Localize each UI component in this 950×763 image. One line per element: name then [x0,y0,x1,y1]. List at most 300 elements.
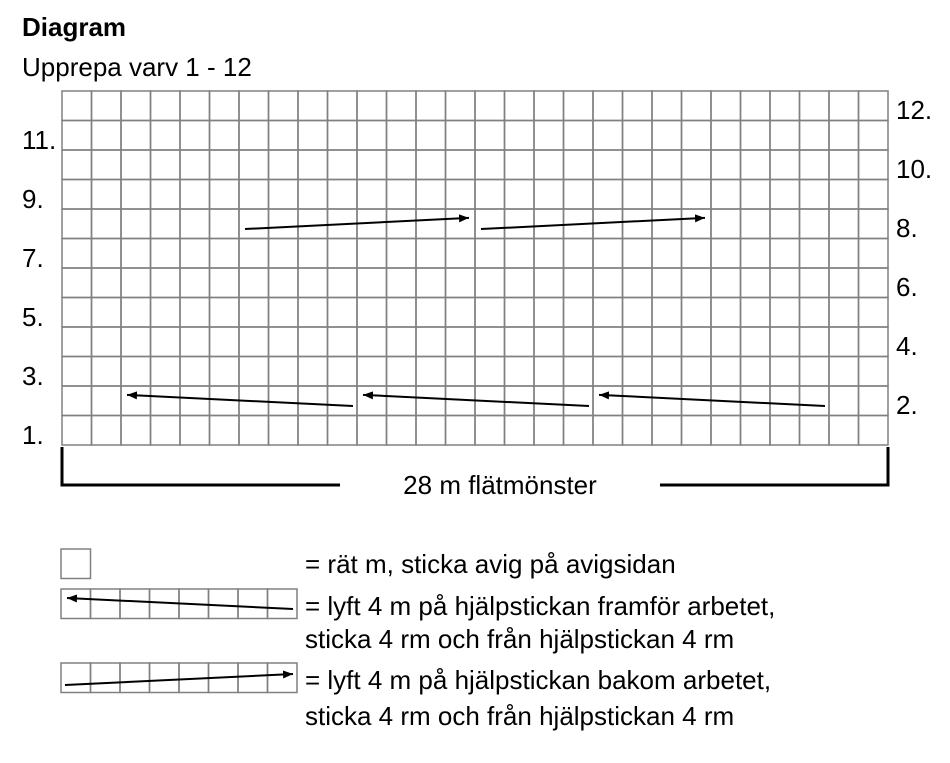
chart-cell [623,268,653,298]
chart-cell [62,268,92,298]
chart-cell [741,150,771,180]
chart-cell [829,357,859,387]
chart-cell [741,239,771,269]
chart-cell [416,91,446,121]
chart-cell [534,91,564,121]
chart-cell [711,357,741,387]
chart-cell [829,121,859,151]
chart-cell [652,91,682,121]
chart-cell [682,327,712,357]
chart-cell [387,416,417,446]
chart-cell [298,91,328,121]
chart-cell [446,150,476,180]
chart-cell [711,180,741,210]
chart-cell [151,121,181,151]
chart-cell [328,386,358,416]
chart-cell [269,180,299,210]
chart-cell [859,327,889,357]
legend-cable-back-cell [91,663,121,693]
chart-cell [151,209,181,239]
chart-cell [239,180,269,210]
chart-cell [416,327,446,357]
chart-cell [210,298,240,328]
chart-cell [652,150,682,180]
chart-cell [859,150,889,180]
chart-cell [770,416,800,446]
chart-cell [593,91,623,121]
row-label-8: 8. [896,213,918,243]
chart-cell [770,150,800,180]
chart-cell [328,268,358,298]
chart-cell [475,180,505,210]
chart-cell [210,91,240,121]
chart-cell [505,91,535,121]
chart-cell [357,180,387,210]
legend-knit-text: = rät m, sticka avig på avigsidan [305,549,676,579]
chart-cell [62,91,92,121]
chart-cell [829,298,859,328]
chart-cell [534,239,564,269]
chart-cell [770,180,800,210]
chart-cell [121,180,151,210]
chart-cell [800,239,830,269]
chart-cell [357,327,387,357]
chart-cell [62,298,92,328]
bracket-label: 28 m flätmönster [403,470,597,500]
chart-cell [328,91,358,121]
chart-cell [387,386,417,416]
legend-cable-back-cell [120,663,150,693]
chart-cell [92,357,122,387]
chart-cell [534,357,564,387]
chart-cell [357,298,387,328]
chart-cell [475,150,505,180]
chart-cell [682,121,712,151]
chart-cell [505,268,535,298]
chart-cell [859,239,889,269]
chart-cell [741,268,771,298]
chart-cell [859,386,889,416]
chart-cell [829,416,859,446]
chart-cell [682,268,712,298]
chart-cell [121,268,151,298]
chart-cell [859,91,889,121]
chart-cell [357,268,387,298]
chart-cell [505,327,535,357]
chart-cell [652,239,682,269]
chart-cell [269,121,299,151]
chart-cell [475,239,505,269]
chart-cell [180,91,210,121]
row-label-11: 11. [22,125,57,155]
chart-cell [180,268,210,298]
chart-cell [239,298,269,328]
chart-cell [180,150,210,180]
chart-cell [829,209,859,239]
chart-cell [564,357,594,387]
chart-cell [121,91,151,121]
chart-cell [239,91,269,121]
chart-cell [682,91,712,121]
chart-cell [475,298,505,328]
chart-cell [92,239,122,269]
chart-cell [711,150,741,180]
chart-cell [593,327,623,357]
legend-cable-back-text-1: = lyft 4 m på hjälpstickan bakom arbetet, [305,665,772,695]
chart-cell [564,298,594,328]
chart-cell [180,357,210,387]
chart-cell [121,416,151,446]
chart-cell [180,298,210,328]
chart-cell [741,386,771,416]
chart-cell [475,357,505,387]
chart-cell [682,357,712,387]
chart-cell [62,386,92,416]
chart-cell [741,327,771,357]
chart-cell [770,209,800,239]
chart-cell [564,91,594,121]
chart-cell [151,327,181,357]
chart-cell [711,209,741,239]
legend-cable-front-cell [91,589,121,619]
chart-cell [829,327,859,357]
chart-cell [505,209,535,239]
chart-cell [446,121,476,151]
legend-cable-back-text-2: sticka 4 rm och från hjälpstickan 4 rm [305,701,735,731]
chart-cell [328,327,358,357]
chart-cell [151,357,181,387]
legend-cable-back-cell [268,663,298,693]
chart-cell [475,121,505,151]
chart-cell [210,416,240,446]
chart-cell [416,298,446,328]
legend-cable-front-cell [238,589,268,619]
chart-cell [800,416,830,446]
bracket-right [660,447,888,485]
chart-cell [298,121,328,151]
chart-cell [800,357,830,387]
chart-cell [800,91,830,121]
legend-cable-back-cell [238,663,268,693]
cable-front-arrow [363,395,589,406]
chart-cell [564,386,594,416]
chart-cell [357,386,387,416]
chart-cell [475,416,505,446]
chart-cell [92,416,122,446]
chart-cell [475,268,505,298]
chart-cell [711,268,741,298]
chart-cell [387,209,417,239]
row-label-2: 2. [896,390,918,420]
chart-cell [593,357,623,387]
chart-cell [121,239,151,269]
chart-cell [298,298,328,328]
chart-cell [593,150,623,180]
chart-cell [741,180,771,210]
chart-cell [328,239,358,269]
row-label-10: 10. [896,154,933,184]
chart-cell [859,121,889,151]
chart-cell [151,150,181,180]
chart-cell [357,239,387,269]
chart-cell [770,386,800,416]
chart-cell [623,327,653,357]
chart-cell [180,180,210,210]
chart-cell [652,357,682,387]
chart-cell [298,209,328,239]
chart-cell [475,209,505,239]
chart-cell [652,386,682,416]
legend-cable-front-cell [120,589,150,619]
chart-cell [505,416,535,446]
chart-cell [446,239,476,269]
chart-cell [92,180,122,210]
chart-cell [741,357,771,387]
chart-cell [800,150,830,180]
chart-cell [92,209,122,239]
chart-cell [121,209,151,239]
chart-cell [269,91,299,121]
chart-cell [829,150,859,180]
chart-cell [239,327,269,357]
chart-cell [121,327,151,357]
chart-cell [741,209,771,239]
chart-cell [800,209,830,239]
chart-cell [446,209,476,239]
chart-cell [446,268,476,298]
chart-cell [121,357,151,387]
chart-cell [269,357,299,387]
chart-cell [121,150,151,180]
chart-cell [62,357,92,387]
chart-cell [269,298,299,328]
chart-cell [62,416,92,446]
chart-cell [534,209,564,239]
chart-cell [475,327,505,357]
chart-cell [711,416,741,446]
chart-cell [475,91,505,121]
chart-cell [416,121,446,151]
chart-cell [416,180,446,210]
chart-cell [269,209,299,239]
chart-cell [711,327,741,357]
diagram-title: Diagram [22,12,127,42]
chart-cell [593,386,623,416]
chart-cell [387,91,417,121]
chart-cell [564,416,594,446]
chart-cell [623,150,653,180]
row-label-3: 3. [22,361,44,391]
chart-cell [741,121,771,151]
chart-cell [770,268,800,298]
chart-cell [416,268,446,298]
legend-cable-back-cell [150,663,180,693]
chart-cell [62,150,92,180]
chart-cell [770,121,800,151]
chart-cell [770,91,800,121]
legend-cable-back-cell [61,663,91,693]
chart-cell [151,386,181,416]
chart-cell [652,209,682,239]
chart-cell [682,180,712,210]
chart-cell [534,386,564,416]
chart-cell [534,298,564,328]
chart-cell [593,268,623,298]
chart-cell [534,180,564,210]
chart-cell [357,150,387,180]
chart-cell [711,239,741,269]
chart-cell [92,268,122,298]
chart-cell [328,298,358,328]
chart-cell [652,180,682,210]
chart-cell [298,327,328,357]
chart-cell [92,386,122,416]
chart-cell [328,180,358,210]
chart-cell [210,150,240,180]
chart-cell [357,416,387,446]
chart-cell [121,386,151,416]
chart-cell [92,298,122,328]
chart-cell [210,209,240,239]
chart-cell [239,357,269,387]
chart-cell [623,209,653,239]
chart-cell [859,268,889,298]
chart-cell [357,121,387,151]
chart-cell [269,268,299,298]
chart-cell [239,121,269,151]
chart-cell [151,416,181,446]
bracket-left [62,447,340,485]
chart-cell [623,239,653,269]
chart-cell [121,121,151,151]
chart-cell [298,416,328,446]
chart-cell [800,386,830,416]
chart-cell [593,298,623,328]
chart-cell [623,416,653,446]
chart-cell [623,91,653,121]
chart-cell [682,239,712,269]
chart-cell [800,298,830,328]
chart-cell [741,298,771,328]
chart-cell [534,416,564,446]
chart-cell [682,416,712,446]
chart-cell [121,298,151,328]
chart-cell [416,357,446,387]
chart-cell [446,357,476,387]
chart-cell [416,386,446,416]
chart-cell [652,327,682,357]
chart-cell [180,386,210,416]
chart-cell [623,386,653,416]
chart-cell [741,91,771,121]
chart-cell [505,180,535,210]
chart-cell [387,150,417,180]
chart-cell [387,298,417,328]
chart-cell [770,298,800,328]
chart-cell [741,416,771,446]
chart-cell [180,416,210,446]
chart-cell [682,209,712,239]
chart-cell [593,121,623,151]
chart-cell [446,298,476,328]
chart-cell [387,268,417,298]
legend-cable-front-arrow [67,598,293,609]
chart-cell [711,121,741,151]
chart-cell [652,268,682,298]
chart-cell [387,121,417,151]
cable-front-arrow [599,395,825,406]
chart-cell [298,180,328,210]
chart-cell [180,327,210,357]
chart-cell [505,298,535,328]
chart-cell [800,327,830,357]
chart-cell [92,150,122,180]
chart-cell [446,416,476,446]
chart-cell [652,121,682,151]
chart-cell [800,180,830,210]
chart-cell [505,121,535,151]
chart-cell [711,91,741,121]
chart-cell [92,91,122,121]
chart-cell [298,357,328,387]
legend-cable-front-cell [61,589,91,619]
chart-cell [269,150,299,180]
chart-cell [239,416,269,446]
chart-cell [151,268,181,298]
chart-cell [416,150,446,180]
chart-cell [269,327,299,357]
chart-cell [416,239,446,269]
chart-cell [239,209,269,239]
legend-cable-front-cell [268,589,298,619]
chart-cell [239,239,269,269]
chart-cell [298,239,328,269]
row-label-4: 4. [896,331,918,361]
chart-cell [505,357,535,387]
chart-cell [623,180,653,210]
row-label-12: 12. [896,95,933,125]
chart-cell [180,239,210,269]
chart-cell [446,180,476,210]
cable-front-arrow [127,395,353,406]
chart-cell [357,91,387,121]
row-label-1: 1. [22,420,44,450]
chart-cell [62,239,92,269]
chart-cell [298,268,328,298]
chart-cell [652,416,682,446]
chart-cell [505,386,535,416]
chart-cell [623,121,653,151]
row-label-7: 7. [22,243,44,273]
chart-cell [387,239,417,269]
chart-cell [62,180,92,210]
chart-cell [92,327,122,357]
chart-cell [593,416,623,446]
chart-cell [770,357,800,387]
chart-cell [387,357,417,387]
chart-cell [564,121,594,151]
chart-cell [151,239,181,269]
chart-cell [800,121,830,151]
chart-cell [564,268,594,298]
chart-cell [564,327,594,357]
chart-cell [623,357,653,387]
chart-cell [62,121,92,151]
chart-cell [859,298,889,328]
chart-cell [416,209,446,239]
chart-cell [210,268,240,298]
chart-cell [328,150,358,180]
